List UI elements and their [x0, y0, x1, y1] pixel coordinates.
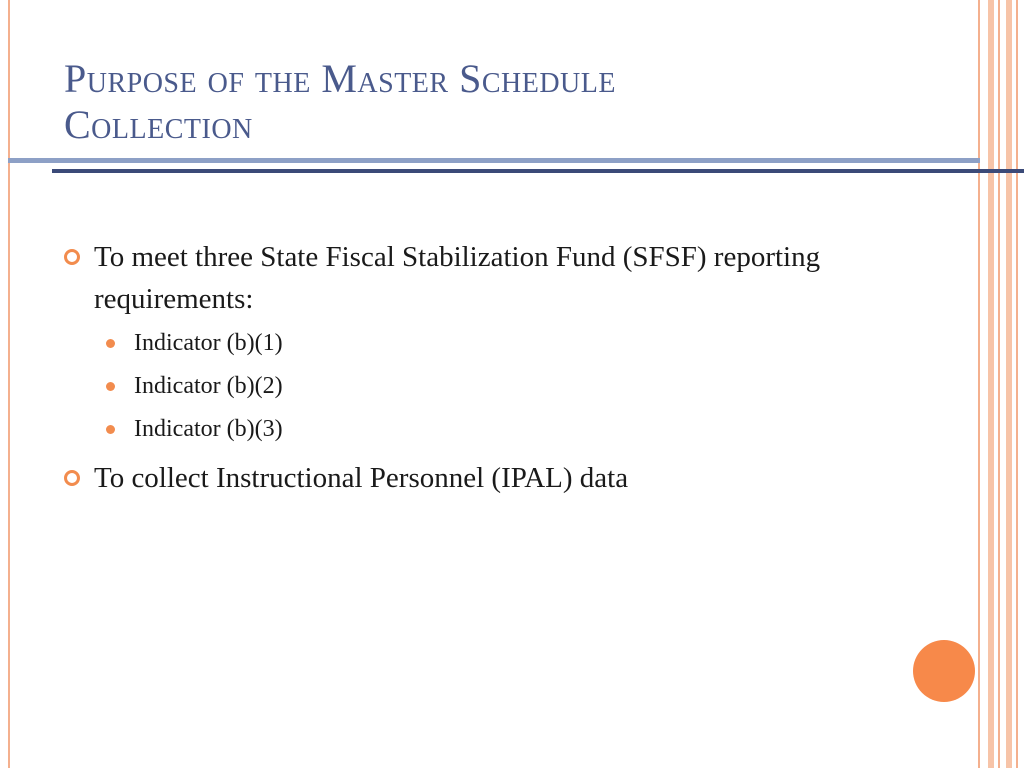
stripe — [1016, 0, 1018, 768]
frame-left-border — [8, 0, 10, 768]
slide-title — [64, 56, 944, 148]
right-stripes — [978, 0, 1024, 768]
stripe — [998, 0, 1000, 768]
title-rule-dark — [52, 169, 1024, 173]
stripe — [978, 0, 980, 768]
dot-bullet-icon — [106, 382, 115, 391]
sub-bullet-text: Indicator (b)(3) — [134, 416, 283, 442]
dot-bullet-icon — [106, 425, 115, 434]
stripe — [1006, 0, 1012, 768]
open-circle-bullet-icon — [64, 249, 80, 265]
bullet-list — [64, 236, 964, 501]
sub-bullet-item — [64, 365, 964, 408]
dot-bullet-icon — [106, 339, 115, 348]
sub-bullet-list — [64, 322, 964, 451]
title-rule-light — [8, 158, 980, 163]
bullet-text: To meet three State Fiscal Stabilization Fund (SFSF) reporting requirements: — [94, 241, 821, 315]
orange-circle-icon — [913, 640, 975, 702]
bullet-item — [64, 236, 964, 320]
title-line-2: Collection — [64, 102, 253, 147]
open-circle-bullet-icon — [64, 470, 80, 486]
bullet-item — [64, 457, 964, 499]
bullet-text: To collect Instructional Personnel (IPAL) data — [94, 462, 629, 494]
stripe — [988, 0, 994, 768]
sub-bullet-text: Indicator (b)(2) — [134, 373, 283, 399]
sub-bullet-item — [64, 408, 964, 451]
title-line-1: Purpose of the Master Schedule — [64, 56, 616, 101]
sub-bullet-text: Indicator (b)(1) — [134, 330, 283, 356]
sub-bullet-item — [64, 322, 964, 365]
